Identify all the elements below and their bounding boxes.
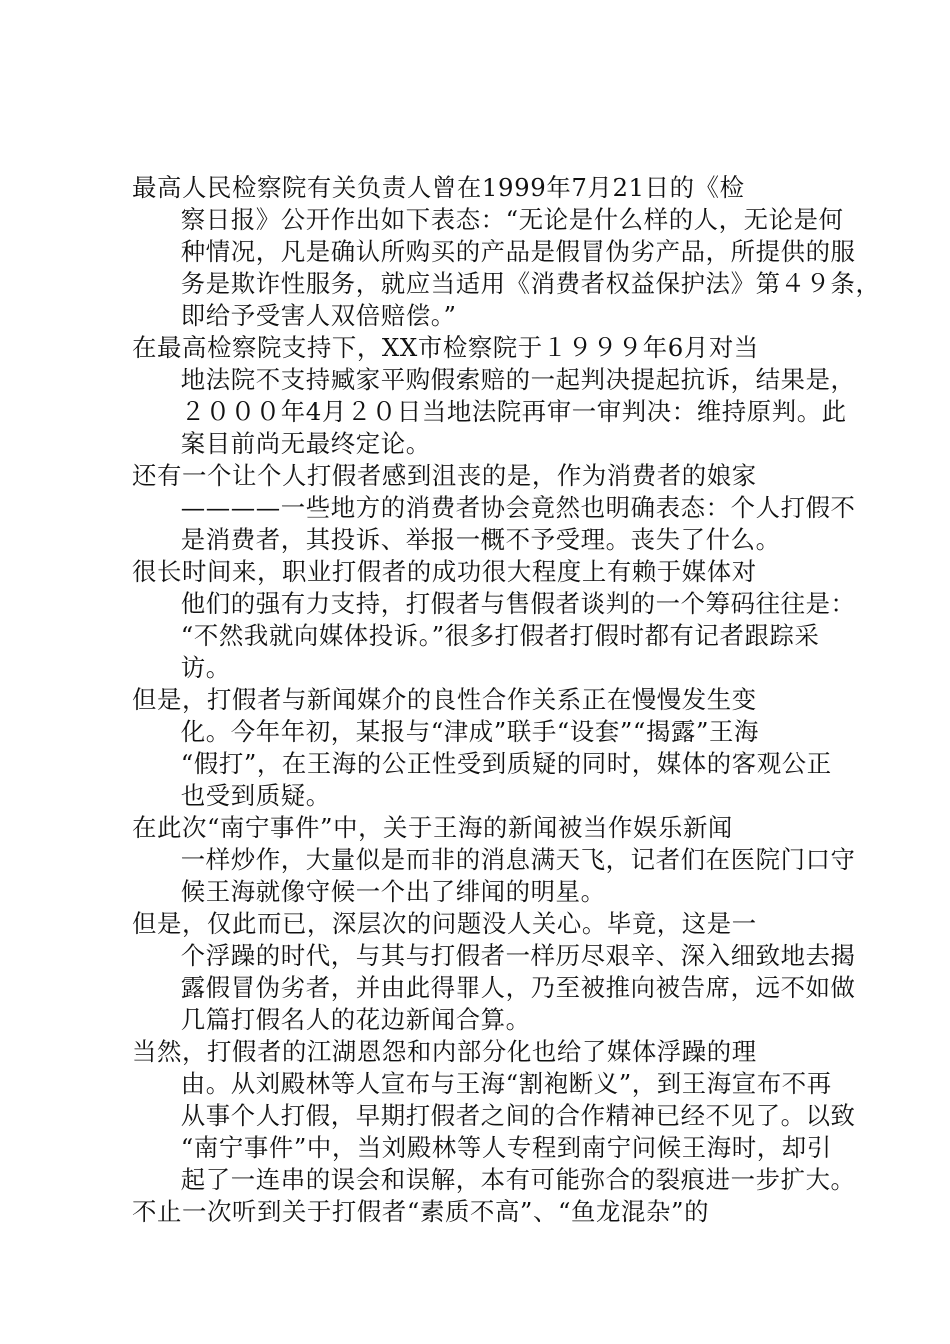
- paragraph-line: ————一些地方的消费者协会竟然也明确表态：个人打假不: [180, 493, 856, 522]
- paragraph-9: [132, 1196, 832, 1228]
- paragraph-line: 最高人民检察院有关负责人曾在1999年7月21日的《检: [132, 173, 745, 202]
- document-body: [132, 172, 881, 1228]
- paragraph-2: [132, 332, 856, 460]
- paragraph-4: [132, 556, 856, 684]
- paragraph-7: [132, 908, 856, 1036]
- paragraph-line: 很长时间来，职业打假者的成功很大程度上有赖于媒体对: [132, 557, 757, 586]
- paragraph-line: 但是，仅此而已，深层次的问题没人关心。毕竟，这是一: [132, 909, 757, 938]
- paragraph-line: 个浮躁的时代，与其与打假者一样历尽艰辛、深入细致地去揭: [180, 941, 856, 970]
- paragraph-line: 当然，打假者的江湖恩怨和内部分化也给了媒体浮躁的理: [132, 1037, 757, 1066]
- paragraph-line: 务是欺诈性服务，就应当适用《消费者权益保护法》第４９条，: [180, 269, 881, 298]
- paragraph-line: 不止一次听到关于打假者“素质不高”、“鱼龙混杂”的: [132, 1197, 710, 1226]
- paragraph-line: 候王海就像守候一个出了绯闻的明星。: [180, 877, 606, 906]
- paragraph-line: 地法院不支持臧家平购假索赔的一起判决提起抗诉，结果是，: [180, 365, 856, 394]
- paragraph-line: 是消费者，其投诉、举报一概不予受理。丧失了什么。: [180, 525, 781, 554]
- paragraph-line: 还有一个让个人打假者感到沮丧的是，作为消费者的娘家: [132, 461, 757, 490]
- paragraph-line: “假打”，在王海的公正性受到质疑的同时，媒体的客观公正: [180, 749, 832, 778]
- paragraph-line: 即给予受害人双倍赔偿。”: [180, 301, 457, 330]
- paragraph-line: 几篇打假名人的花边新闻合算。: [180, 1005, 531, 1034]
- paragraph-line: 案目前尚无最终定论。: [180, 429, 431, 458]
- paragraph-5: [132, 684, 832, 812]
- paragraph-line: 起了一连串的误会和误解，本有可能弥合的裂痕进一步扩大。: [180, 1165, 856, 1194]
- paragraph-1: [132, 172, 881, 332]
- paragraph-6: [132, 812, 856, 908]
- paragraph-line: 化。今年年初，某报与“津成”联手“设套”“揭露”王海: [180, 717, 760, 746]
- paragraph-line: 察日报》公开作出如下表态：“无论是什么样的人，无论是何: [180, 205, 844, 234]
- paragraph-line: 种情况，凡是确认所购买的产品是假冒伪劣产品，所提供的服: [180, 237, 856, 266]
- paragraph-3: [132, 460, 856, 556]
- paragraph-line: “南宁事件”中，当刘殿林等人专程到南宁问候王海时，却引: [180, 1133, 832, 1162]
- paragraph-line: 一样炒作，大量似是而非的消息满天飞，记者们在医院门口守: [180, 845, 856, 874]
- paragraph-line: 露假冒伪劣者，并由此得罪人，乃至被推向被告席，远不如做: [180, 973, 856, 1002]
- paragraph-line: ２０００年4月２０日当地法院再审一审判决：维持原判。此: [180, 397, 847, 426]
- paragraph-line: 访。: [180, 653, 231, 682]
- paragraph-line: 他们的强有力支持，打假者与售假者谈判的一个筹码往往是：: [180, 589, 856, 618]
- paragraph-line: 在最高检察院支持下，XX市检察院于１９９９年6月对当: [132, 333, 759, 362]
- paragraph-line: 在此次“南宁事件”中，关于王海的新闻被当作娱乐新闻: [132, 813, 733, 842]
- paragraph-line: “不然我就向媒体投诉。”很多打假者打假时都有记者跟踪采: [180, 621, 820, 650]
- paragraph-line: 从事个人打假，早期打假者之间的合作精神已经不见了。以致: [180, 1101, 856, 1130]
- paragraph-line: 也受到质疑。: [180, 781, 331, 810]
- paragraph-line: 由。从刘殿林等人宣布与王海“割袍断义”，到王海宣布不再: [180, 1069, 832, 1098]
- paragraph-line: 但是，打假者与新闻媒介的良性合作关系正在慢慢发生变: [132, 685, 757, 714]
- paragraph-8: [132, 1036, 856, 1196]
